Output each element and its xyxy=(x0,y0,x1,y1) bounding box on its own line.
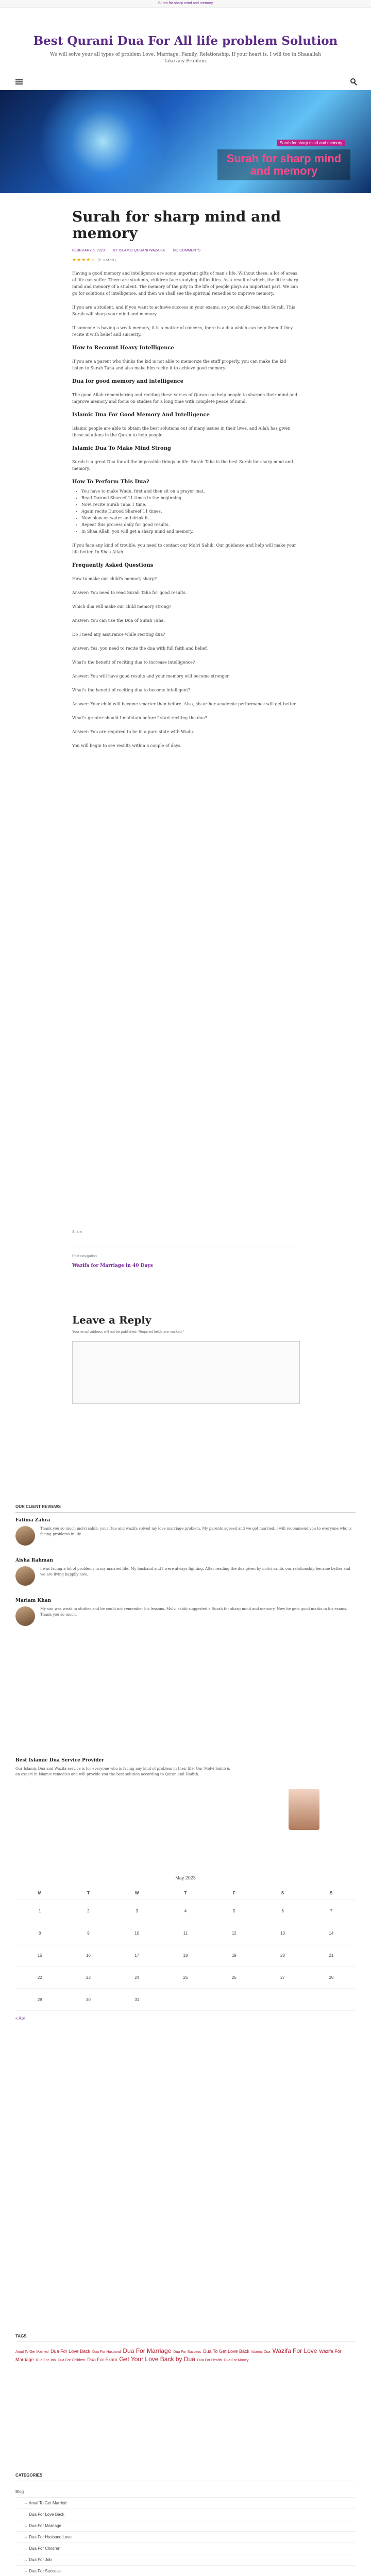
tag-link[interactable]: Dua For Money xyxy=(224,2359,249,2362)
step-item: • Now blow on water and drink it. xyxy=(81,515,299,521)
paragraph: If someone is having a weak memory, it is a matter of concern, there is a dua which can help them if they recite it with belief and sincerity. xyxy=(72,326,293,337)
calendar-day xyxy=(307,1989,356,2011)
category-item[interactable]: → Dua For Love Back xyxy=(15,2509,356,2520)
weekday: W xyxy=(113,1887,161,1900)
calendar-day[interactable]: 4 xyxy=(161,1900,210,1922)
calendar-day[interactable]: 26 xyxy=(210,1967,258,1989)
paragraph: You will begin to see results within a couple of days. xyxy=(72,743,182,748)
service-photo xyxy=(289,1789,319,1830)
avatar xyxy=(15,1606,35,1626)
review-text: My son was weak in studies and he could not remember his lessons. Molvi sahib suggested a Surah for sharp mind and memory. Now he gets good marks in his exams. Thank you so much. xyxy=(40,1607,347,1617)
site-header xyxy=(0,7,371,84)
calendar-day xyxy=(210,1989,258,2011)
categories-widget xyxy=(15,2473,356,2576)
paragraph: If you are a student, and if you want to achieve success in your exams, so you should read this Surah. This Surah will sharp your mind and memory. xyxy=(72,305,295,316)
tag-link[interactable]: Islamic Dua xyxy=(251,2350,271,2354)
post-body xyxy=(72,270,299,749)
search-icon[interactable] xyxy=(350,78,356,83)
post-date[interactable]: FEBRUARY 5, 2023 xyxy=(72,249,105,252)
calendar-day[interactable]: 6 xyxy=(258,1900,307,1922)
tag-link[interactable]: Dua For Success xyxy=(173,2350,201,2354)
calendar-day[interactable]: 27 xyxy=(258,1967,307,1989)
faq-answer: Answer: You will have good results and your memory will become stronger. xyxy=(72,674,230,679)
tag-link[interactable]: Wazifa For Marriage xyxy=(15,2349,342,2362)
weekday: T xyxy=(161,1887,210,1900)
calendar-day[interactable]: 21 xyxy=(307,1944,356,1967)
calendar-day[interactable]: 17 xyxy=(113,1944,161,1967)
rating-votes: (5 votes) xyxy=(97,259,116,262)
section-heading: Islamic Dua To Make Mind Strong xyxy=(72,446,171,451)
calendar-table xyxy=(15,1887,356,2011)
service-text: Our Islamic Dua and Wazifa service is for everyone who is facing any kind of problem in their life. Our Molvi Sahib is an expert in Islamic remedies and will provide you the best solution according to Quran and Hadith. xyxy=(15,1767,230,1776)
share-label: Share: xyxy=(72,1230,83,1234)
faq-answer: Answer: Your child will become smarter than before. Also, his or her academic performance will get better. xyxy=(72,702,297,706)
calendar-day[interactable]: 14 xyxy=(307,1922,356,1944)
tag-cloud xyxy=(15,2347,356,2364)
review-text: Thank you so much molvi sahib, your Dua and wazifa solved my love marriage problem. My parents agreed and we got married. I will recommend you to everyone who is facing problems in life. xyxy=(40,1527,352,1536)
calendar-day[interactable]: 8 xyxy=(15,1922,64,1944)
faq-answer: Answer: You need to read Surah Taha for good results. xyxy=(72,590,187,595)
calendar-day[interactable]: 30 xyxy=(64,1989,112,2011)
calendar-day[interactable]: 20 xyxy=(258,1944,307,1967)
review-text: I was facing a lot of problems in my married life. My husband and I were always fighting. After reading the dua given by molvi sahib, our relationship became better and we are living happily now. xyxy=(40,1567,350,1577)
review-item xyxy=(15,1518,356,1549)
calendar-day[interactable]: 5 xyxy=(210,1900,258,1922)
faq-question: What's greater should I maintain before I start reciting the dua? xyxy=(72,716,207,720)
review-name: Aisha Rahman xyxy=(15,1558,53,1563)
calendar-day[interactable]: 29 xyxy=(15,1989,64,2011)
calendar-day[interactable]: 3 xyxy=(113,1900,161,1922)
tag-link[interactable]: Dua To Get Love Back xyxy=(203,2349,249,2354)
service-widget xyxy=(15,1758,356,1777)
step-item: • You have to make Wudu, first and then sit on a prayer mat. xyxy=(81,488,299,495)
review-item xyxy=(15,1598,356,1629)
step-item: • Repeat this process daily for good results. xyxy=(81,521,299,528)
calendar-day[interactable]: 24 xyxy=(113,1967,161,1989)
leave-reply-title: Leave a Reply xyxy=(72,1314,151,1326)
calendar-day[interactable]: 1 xyxy=(15,1900,64,1922)
calendar-week xyxy=(15,1944,356,1967)
faq-heading: Frequently Asked Questions xyxy=(72,563,154,568)
weekday: S xyxy=(258,1887,307,1900)
section-heading: Islamic Dua For Good Memory And Intelligence xyxy=(72,412,210,418)
review-name: Fatima Zahra xyxy=(15,1518,50,1523)
calendar-widget xyxy=(15,1875,356,2021)
calendar-prev-link[interactable]: « Apr xyxy=(15,2016,25,2021)
comment-form xyxy=(72,1314,299,1404)
calendar-day[interactable]: 28 xyxy=(307,1967,356,1989)
post-meta xyxy=(72,249,299,252)
category-item[interactable]: → Dua For Job xyxy=(15,2554,356,2566)
section-heading: How To Perform This Dua? xyxy=(72,479,149,485)
weekday: F xyxy=(210,1887,258,1900)
brain-glow-graphic xyxy=(36,90,170,193)
calendar-day[interactable]: 31 xyxy=(113,1989,161,2011)
category-item[interactable]: → Dua For Children xyxy=(15,2543,356,2554)
comment-textarea[interactable] xyxy=(72,1341,300,1404)
calendar-day[interactable]: 19 xyxy=(210,1944,258,1967)
site-description: We will solve your all types of problem Love, Marriage, Family, Relationship. If your heart is, I will too in Shaaallah Take any Problem. xyxy=(50,52,321,64)
menu-bar xyxy=(15,77,356,88)
calendar-week xyxy=(15,1922,356,1944)
tag-link[interactable]: Get Your Love Back by Dua xyxy=(119,2355,195,2363)
tag-link[interactable]: Amal To Get Married xyxy=(15,2350,49,2354)
weekday: T xyxy=(64,1887,112,1900)
calendar-week xyxy=(15,1900,356,1922)
avatar xyxy=(15,1526,35,1546)
faq-answer: Answer: Yes, you need to recite the dua with full faith and belief. xyxy=(72,646,208,651)
tag-link[interactable]: Dua For Love Back xyxy=(50,2349,91,2354)
article xyxy=(72,209,299,756)
faq-question: Which dua will make our child memory strong? xyxy=(72,604,172,609)
calendar-day[interactable]: 25 xyxy=(161,1967,210,1989)
calendar-day[interactable]: 15 xyxy=(15,1944,64,1967)
faq-question: What's the benefit of reciting dua to become intelligent? xyxy=(72,688,191,692)
related-post-link[interactable]: Wazifa for Marriage in 40 Days xyxy=(72,1263,153,1268)
post-navigation xyxy=(72,1247,299,1268)
faq-answer: Answer: You can use the Dua of Surah Taha. xyxy=(72,618,165,623)
calendar-day[interactable]: 22 xyxy=(15,1967,64,1989)
calendar-day[interactable]: 10 xyxy=(113,1922,161,1944)
calendar-week xyxy=(15,1967,356,1989)
calendar-day[interactable]: 12 xyxy=(210,1922,258,1944)
rating[interactable] xyxy=(72,258,299,263)
post-title: Surah for sharp mind and memory xyxy=(72,208,281,242)
category-item[interactable]: → Dua For Success xyxy=(15,2566,356,2576)
step-item: • Read Durood Shareef 11 times in the beginning. xyxy=(81,495,299,501)
calendar-day[interactable]: 11 xyxy=(161,1922,210,1944)
tag-link[interactable]: Dua For Marriage xyxy=(123,2347,172,2354)
hero-caption: Surah for sharp mind and memory xyxy=(217,149,350,180)
review-item xyxy=(15,1558,356,1589)
post-navigation-label: Post navigation xyxy=(72,1255,97,1258)
tag-link[interactable]: Wazifa For Love xyxy=(272,2347,317,2354)
faq-question: What's the benefit of reciting dua to increase intelligence? xyxy=(72,660,195,665)
paragraph: Surah is a great Dua for all the impossible things in life. Surah Taha is the best Surah for sharp mind and memory. xyxy=(72,460,293,471)
faq-answer: Answer: You are required to be in a pure state with Wudu. xyxy=(72,730,194,734)
calendar-day[interactable]: 13 xyxy=(258,1922,307,1944)
calendar-week xyxy=(15,1989,356,2011)
step-item: • Now, recite Surah Taha 1 time. xyxy=(81,501,299,508)
section-heading: Dua for good memory and intelligence xyxy=(72,379,183,384)
step-item: • Again recite Durood Shareef 11 times. xyxy=(81,508,299,515)
avatar xyxy=(15,1566,35,1586)
paragraph: Islamic people are able to obtain the best solutions out of many issues in their lives, and Allah has given these solutions in the Quran to help people. xyxy=(72,426,291,437)
calendar-day[interactable]: 9 xyxy=(64,1922,112,1944)
tag-link[interactable]: Dua For Children xyxy=(58,2359,86,2362)
tags-widget xyxy=(15,2334,356,2364)
reviews-title: OUR CLIENT REVIEWS xyxy=(15,1504,356,1513)
calendar-day[interactable]: 23 xyxy=(64,1967,112,1989)
calendar-day[interactable]: 18 xyxy=(161,1944,210,1967)
paragraph: If you are a parent who thinks the kid is not able to memorize the stuff properly, you can make the kid listen to Surah Taha and also make him recite it to achieve good memory. xyxy=(72,359,286,370)
calendar-day xyxy=(258,1989,307,2011)
weekday: M xyxy=(15,1887,64,1900)
paragraph: The good Allah remembering and reciting these verses of Quran can help people to sharpen their mind and improve memory and focus on studies for a long time with complete peace of mind. xyxy=(72,393,297,404)
category-item[interactable]: → Dua For Marriage xyxy=(15,2520,356,2532)
tags-title: TAGS xyxy=(15,2334,356,2342)
rating-stars[interactable]: ★★★★☆ xyxy=(72,258,96,263)
calendar-day[interactable]: 16 xyxy=(64,1944,112,1967)
tag-link[interactable]: Dua For Husband xyxy=(92,2350,121,2354)
paragraph: Having a good memory and intelligence are some important gifts of man's life. Without these, a lot of areas of life can suffer. There are students, children face studying difficulties. As a result of which, the little sharp mind and memory of a student. The memory of the pity in the life of people plays an important part. We can go for solutions of intelligence, and then we shall see the spiritual remedies to improve memory. xyxy=(72,271,298,296)
calendar-day[interactable]: 2 xyxy=(64,1900,112,1922)
tag-link[interactable]: Dua For Job xyxy=(36,2359,56,2362)
faq-question: Do I need any assurance while reciting dua? xyxy=(72,632,165,637)
service-title: Best Islamic Dua Service Provider xyxy=(15,1758,104,1763)
calendar-day[interactable]: 7 xyxy=(307,1900,356,1922)
category-item[interactable]: → Amal To Get Married xyxy=(15,2498,356,2509)
tag-link[interactable]: Dua For Exam xyxy=(87,2357,117,2362)
step-item: • In Shaa Allah, you will get a sharp mind and memory. xyxy=(81,528,299,535)
section-heading: How to Recount Heavy Intelligence xyxy=(72,345,174,351)
faq-question: How to make our child's memory sharp? xyxy=(72,577,157,581)
review-name: Mariam Khan xyxy=(15,1598,52,1603)
comment-note: Your email address will not be published. Required fields are marked * xyxy=(72,1330,184,1334)
category-item[interactable]: Blog xyxy=(15,2486,356,2498)
post-author[interactable]: BY ISLAMIC QURANI WAZAIFA xyxy=(113,249,165,252)
steps-list xyxy=(72,488,299,535)
weekday: S xyxy=(307,1887,356,1900)
paragraph: If you face any kind of trouble, you need to contact our Molvi Sahib. Our guidance and help will make your life better. In Shaa Allah. xyxy=(72,543,296,554)
categories-title: CATEGORIES xyxy=(15,2473,356,2481)
category-item[interactable]: → Dua For Husband Love xyxy=(15,2532,356,2543)
hero-image xyxy=(0,90,371,193)
post-comments[interactable]: NO COMMENTS xyxy=(173,249,201,252)
calendar-day xyxy=(161,1989,210,2011)
menu-icon[interactable] xyxy=(15,79,23,84)
calendar-caption: May 2023 xyxy=(175,1875,196,1880)
hero-tag: Surah for sharp mind and memory xyxy=(277,140,345,146)
site-title[interactable]: Best Qurani Dua For All life problem Solution xyxy=(33,34,338,48)
reviews-widget xyxy=(15,1504,356,1638)
categories-list xyxy=(15,2486,356,2576)
tag-link[interactable]: Dua For Health xyxy=(197,2359,222,2362)
top-notice-bar: Surah for sharp mind and memory xyxy=(0,0,371,8)
